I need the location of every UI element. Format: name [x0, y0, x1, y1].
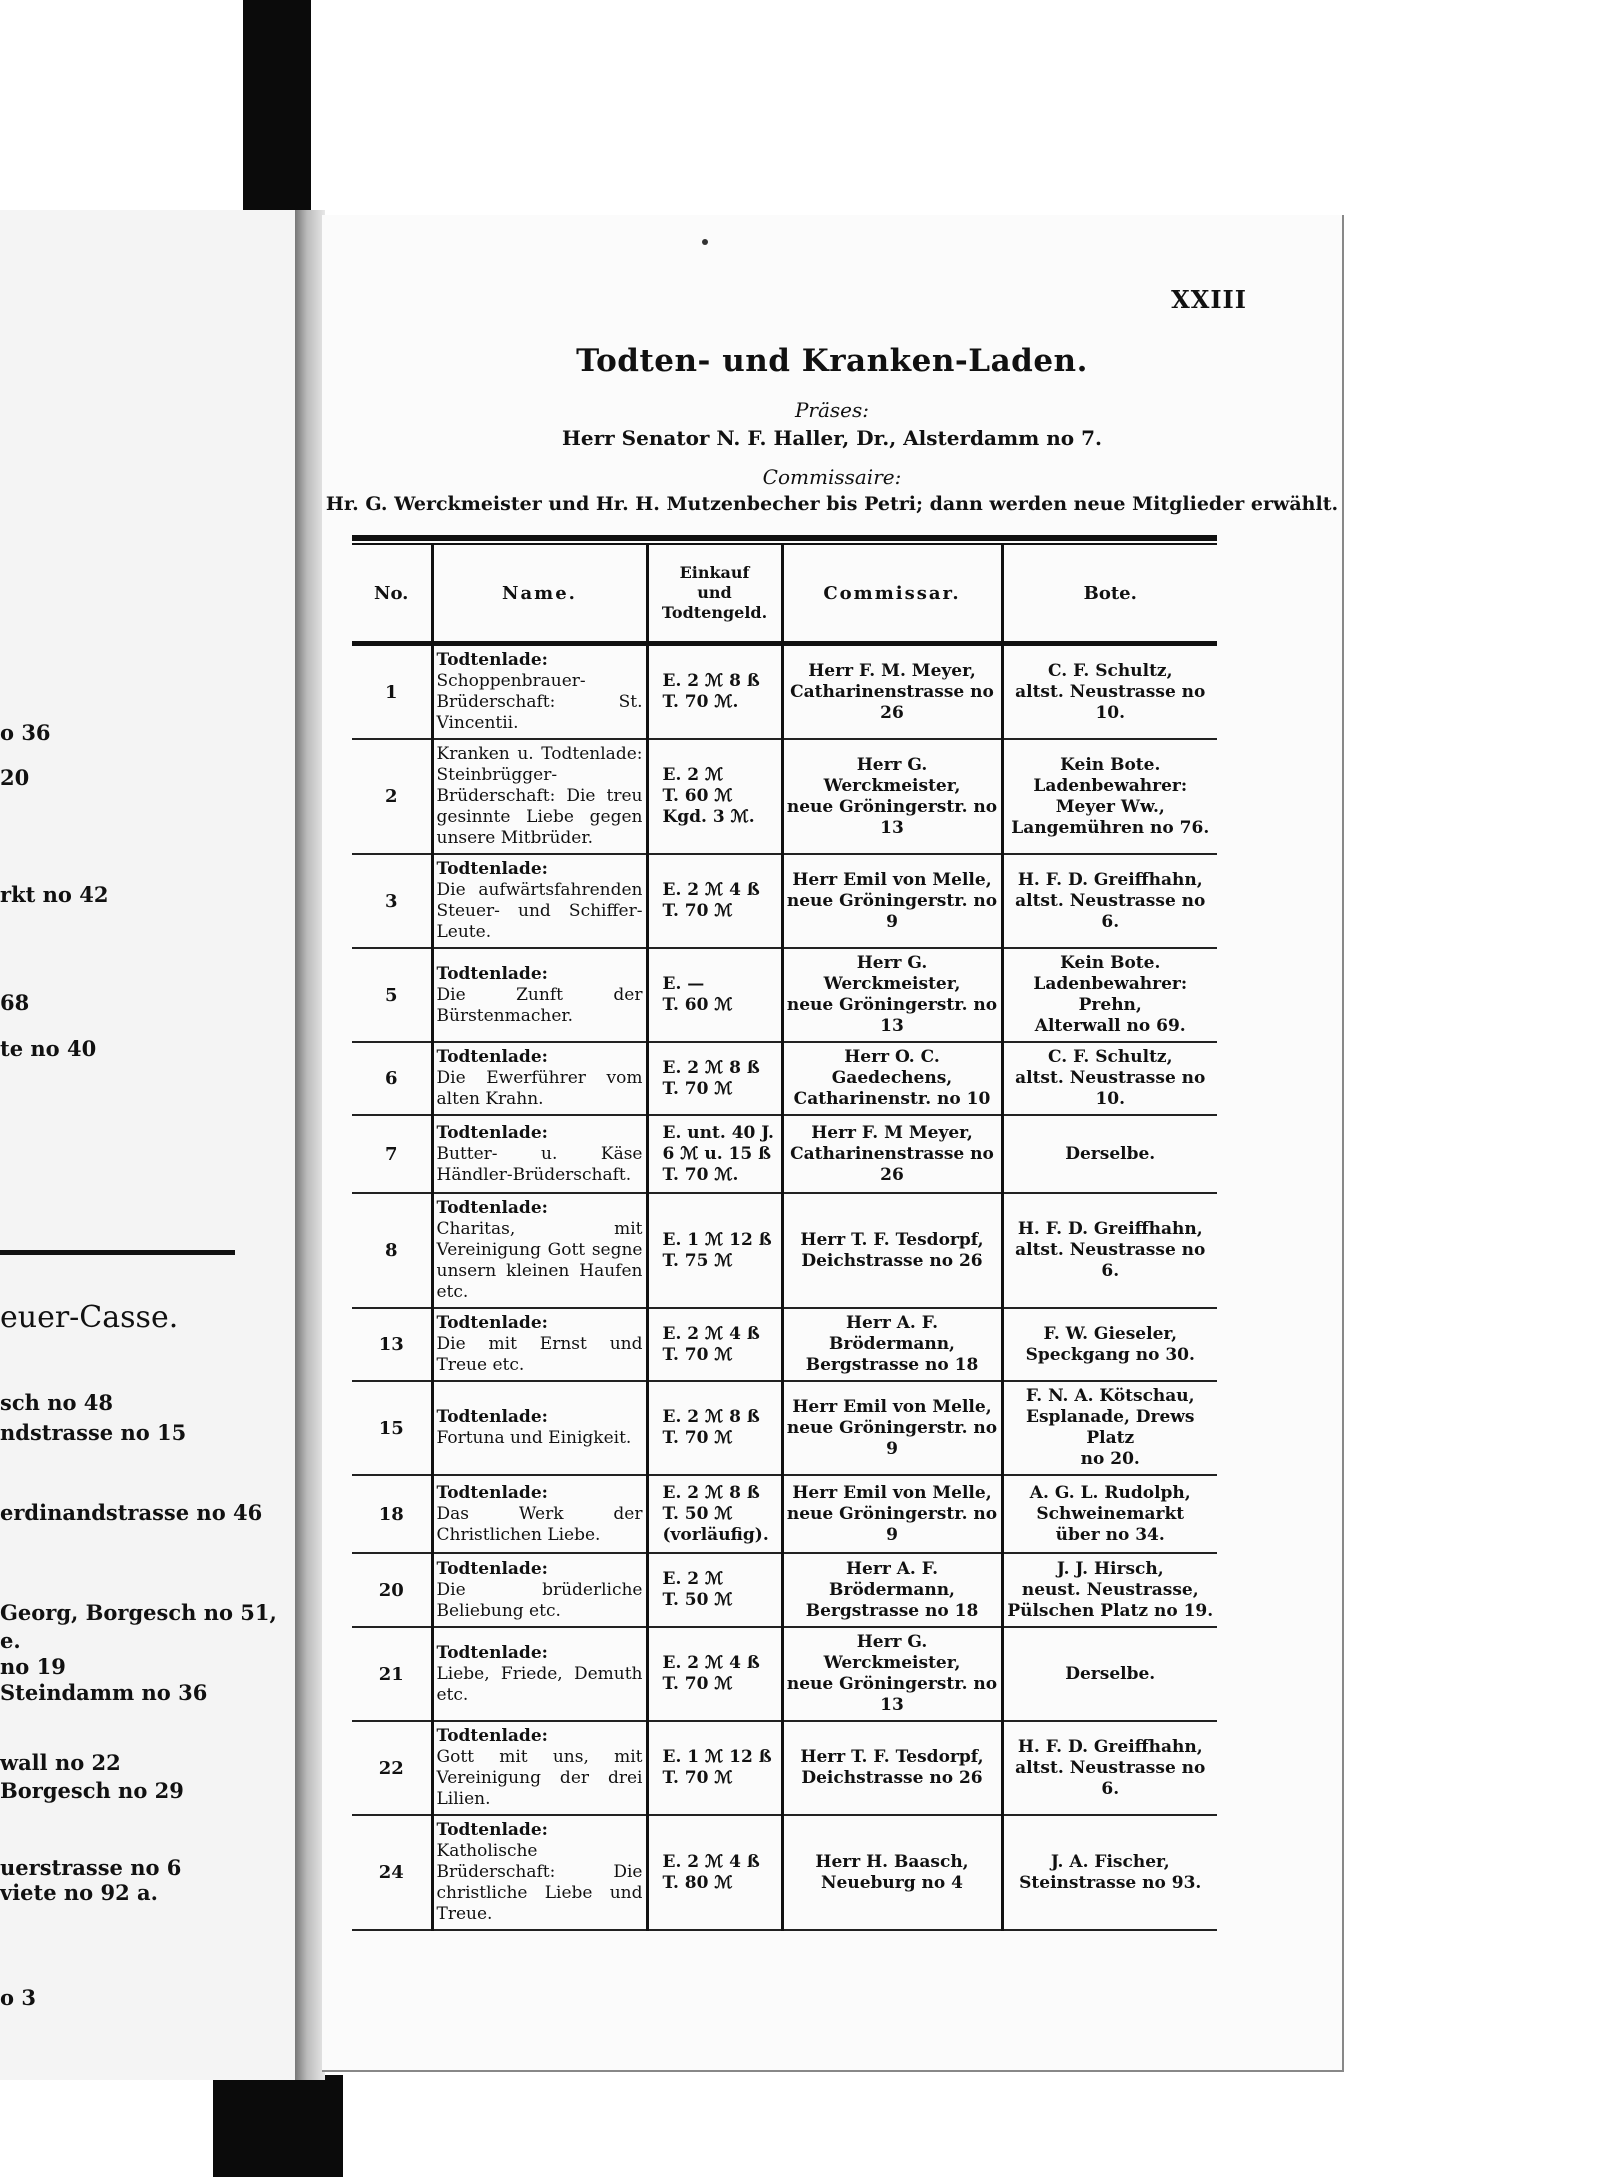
praeses-label: Präses: — [794, 398, 870, 422]
cell-einkauf: E. 2 ℳ 4 ß T. 70 ℳ — [647, 1308, 782, 1381]
cell-name — [432, 1721, 647, 1815]
cell-name-text: Butter- u. Käse Händler-Brüderschaft. — [436, 1143, 643, 1185]
left-line: erdinandstrasse no 46 — [0, 1500, 263, 1525]
binding-strip-bottom — [213, 2075, 343, 2177]
cell-no: 6 — [352, 1042, 432, 1115]
binding-strip-top — [243, 0, 311, 212]
cell-name — [432, 1627, 647, 1721]
cell-name — [432, 644, 647, 740]
cell-name — [432, 1381, 647, 1475]
table-header-row — [352, 545, 1217, 644]
cell-no: 3 — [352, 854, 432, 948]
column-header-commissar: Commissar. — [782, 545, 1002, 644]
cell-name-heading: Todtenlade: — [436, 1558, 548, 1579]
cell-einkauf: E. — T. 60 ℳ — [647, 948, 782, 1042]
cell-commissar: Herr G. Werckmeister, neue Gröningerstr. no 13 — [782, 739, 1002, 854]
left-line: 20 — [0, 765, 30, 790]
cell-einkauf: E. unt. 40 J. 6 ℳ u. 15 ß T. 70 ℳ. — [647, 1115, 782, 1193]
cell-name — [432, 948, 647, 1042]
cell-name-text: Die mit Ernst und Treue etc. — [436, 1334, 643, 1375]
cell-commissar: Herr H. Baasch, Neueburg no 4 — [782, 1815, 1002, 1930]
cell-einkauf: E. 2 ℳ 8 ß T. 70 ℳ. — [647, 644, 782, 740]
cell-name-text: Fortuna und Einigkeit. — [436, 1428, 632, 1448]
table-row — [352, 1815, 1217, 1930]
commissaire-label: Commissaire: — [762, 465, 902, 489]
cell-bote: H. F. D. Greiffhahn, altst. Neustrasse no 6. — [1002, 1193, 1217, 1308]
cell-no: 2 — [352, 739, 432, 854]
praeses-line: Herr Senator N. F. Haller, Dr., Alsterdamm no 7. — [562, 426, 1102, 450]
cell-einkauf: E. 2 ℳ 8 ß T. 70 ℳ — [647, 1042, 782, 1115]
cell-no: 8 — [352, 1193, 432, 1308]
left-line: Georg, Borgesch no 51, — [0, 1600, 277, 1625]
cell-name-heading: Todtenlade: — [436, 1313, 548, 1333]
cell-name — [432, 1115, 647, 1193]
cell-no: 13 — [352, 1308, 432, 1381]
cell-commissar: Herr G. Werckmeister, neue Gröningerstr. no 13 — [782, 1627, 1002, 1721]
cell-name-text: Kranken u. Todtenlade: Steinbrügger-Brüderschaft: Die treu gesinnte Liebe gegen unsere Mitbrüder. — [436, 744, 643, 848]
table-top-rule — [352, 535, 1217, 541]
column-header-bote: Bote. — [1002, 545, 1217, 644]
page-gutter — [295, 210, 325, 2080]
cell-name-text: Die brüderliche Beliebung etc. — [436, 1579, 643, 1621]
left-line: uerstrasse no 6 — [0, 1855, 182, 1880]
cell-no: 5 — [352, 948, 432, 1042]
cell-einkauf: E. 2 ℳ 4 ß T. 80 ℳ — [647, 1815, 782, 1930]
cell-einkauf: E. 2 ℳ 4 ß T. 70 ℳ — [647, 1627, 782, 1721]
laden-table — [352, 545, 1217, 1931]
left-rule — [0, 1250, 235, 1255]
table-row — [352, 1721, 1217, 1815]
cell-bote: Derselbe. — [1002, 1115, 1217, 1193]
left-line: o 36 — [0, 720, 51, 745]
column-header-no: No. — [352, 545, 432, 644]
cell-name-text: Das Werk der Christlichen Liebe. — [436, 1503, 643, 1545]
cell-no: 18 — [352, 1475, 432, 1553]
table-row — [352, 1193, 1217, 1308]
table-row — [352, 1553, 1217, 1627]
cell-no: 22 — [352, 1721, 432, 1815]
cell-name — [432, 739, 647, 854]
cell-name-heading: Todtenlade: — [436, 1642, 548, 1663]
cell-name-heading: Todtenlade: — [436, 650, 548, 670]
cell-einkauf: E. 1 ℳ 12 ß T. 70 ℳ — [647, 1721, 782, 1815]
table-row — [352, 739, 1217, 854]
left-line: sch no 48 — [0, 1390, 113, 1415]
left-line: ndstrasse no 15 — [0, 1420, 187, 1445]
previous-page-fragment — [0, 210, 298, 2080]
table-row — [352, 1115, 1217, 1193]
cell-commissar: Herr O. C. Gaedechens, Catharinenstr. no 10 — [782, 1042, 1002, 1115]
cell-einkauf: E. 2 ℳ T. 60 ℳ Kgd. 3 ℳ. — [647, 739, 782, 854]
left-line: no 19 — [0, 1654, 66, 1679]
cell-name-heading: Todtenlade: — [436, 859, 548, 879]
cell-commissar: Herr T. F. Tesdorpf, Deichstrasse no 26 — [782, 1721, 1002, 1815]
cell-bote: H. F. D. Greiffhahn, altst. Neustrasse no 6. — [1002, 854, 1217, 948]
cell-name-heading: Todtenlade: — [436, 1820, 548, 1840]
cell-bote: A. G. L. Rudolph, Schweinemarkt über no 34. — [1002, 1475, 1217, 1553]
left-line: Borgesch no 29 — [0, 1778, 184, 1803]
column-header-name: Name. — [432, 545, 647, 644]
cell-name — [432, 1475, 647, 1553]
left-heading: euer-Casse. — [0, 1300, 179, 1335]
cell-bote: C. F. Schultz, altst. Neustrasse no 10. — [1002, 644, 1217, 740]
cell-bote: F. W. Gieseler, Speckgang no 30. — [1002, 1308, 1217, 1381]
column-header-einkauf: Einkauf und Todtengeld. — [647, 545, 782, 644]
cell-name-text: Katholische Brüderschaft: Die christliche Liebe und Treue. — [436, 1841, 643, 1924]
cell-name-heading: Todtenlade: — [436, 1482, 548, 1503]
cell-no: 21 — [352, 1627, 432, 1721]
cell-name — [432, 1815, 647, 1930]
commissaire-line: Hr. G. Werckmeister und Hr. H. Mutzenbecher bis Petri; dann werden neue Mitglieder erwählt. — [325, 493, 1339, 515]
cell-name — [432, 1193, 647, 1308]
cell-bote: Kein Bote. Ladenbewahrer: Meyer Ww., Langemühren no 76. — [1002, 739, 1217, 854]
left-line: wall no 22 — [0, 1750, 121, 1775]
cell-name-text: Die Zunft der Bürstenmacher. — [436, 984, 643, 1026]
cell-name-text: Schoppenbrauer-Brüderschaft: St. Vincentii. — [436, 671, 643, 733]
cell-name-heading: Todtenlade: — [436, 1198, 548, 1218]
table-row — [352, 1381, 1217, 1475]
cell-name-text: Gott mit uns, mit Vereinigung der drei Lilien. — [436, 1747, 643, 1809]
cell-commissar: Herr T. F. Tesdorpf, Deichstrasse no 26 — [782, 1193, 1002, 1308]
cell-name-text: Die aufwärtsfahrenden Steuer- und Schiffer-Leute. — [436, 880, 643, 942]
cell-bote: Derselbe. — [1002, 1627, 1217, 1721]
left-line: viete no 92 a. — [0, 1880, 158, 1905]
left-line: te no 40 — [0, 1036, 97, 1061]
cell-no: 1 — [352, 644, 432, 740]
cell-einkauf: E. 2 ℳ 8 ß T. 50 ℳ (vorläufig). — [647, 1475, 782, 1553]
table-row — [352, 1627, 1217, 1721]
left-line: 68 — [0, 990, 30, 1015]
cell-einkauf: E. 2 ℳ 8 ß T. 70 ℳ — [647, 1381, 782, 1475]
cell-name — [432, 854, 647, 948]
cell-einkauf: E. 1 ℳ 12 ß T. 75 ℳ — [647, 1193, 782, 1308]
table-row — [352, 644, 1217, 740]
cell-bote: F. N. A. Kötschau, Esplanade, Drews Platz no 20. — [1002, 1381, 1217, 1475]
left-line: o 3 — [0, 1985, 36, 2010]
cell-no: 20 — [352, 1553, 432, 1627]
cell-name-heading: Todtenlade: — [436, 1122, 548, 1143]
cell-bote: H. F. D. Greiffhahn, altst. Neustrasse no 6. — [1002, 1721, 1217, 1815]
cell-einkauf: E. 2 ℳ T. 50 ℳ — [647, 1553, 782, 1627]
cell-commissar: Herr A. F. Brödermann, Bergstrasse no 18 — [782, 1553, 1002, 1627]
cell-bote: J. A. Fischer, Steinstrasse no 93. — [1002, 1815, 1217, 1930]
cell-commissar: Herr F. M. Meyer, Catharinenstrasse no 26 — [782, 644, 1002, 740]
cell-name-heading: Todtenlade: — [436, 1726, 548, 1746]
cell-name-heading: Todtenlade: — [436, 963, 548, 984]
cell-commissar: Herr F. M Meyer, Catharinenstrasse no 26 — [782, 1115, 1002, 1193]
left-line: Steindamm no 36 — [0, 1680, 208, 1705]
table-row — [352, 1042, 1217, 1115]
cell-commissar: Herr G. Werckmeister, neue Gröningerstr. no 13 — [782, 948, 1002, 1042]
table-row — [352, 948, 1217, 1042]
left-line: rkt no 42 — [0, 882, 109, 907]
cell-bote: J. J. Hirsch, neust. Neustrasse, Pülschen Platz no 19. — [1002, 1553, 1217, 1627]
table-row — [352, 1475, 1217, 1553]
cell-no: 7 — [352, 1115, 432, 1193]
cell-name — [432, 1553, 647, 1627]
cell-bote: Kein Bote. Ladenbewahrer: Prehn, Alterwall no 69. — [1002, 948, 1217, 1042]
cell-commissar: Herr Emil von Melle, neue Gröningerstr. no 9 — [782, 854, 1002, 948]
table-row — [352, 854, 1217, 948]
left-line: e. — [0, 1628, 21, 1653]
cell-name-text: Liebe, Friede, Demuth etc. — [436, 1663, 643, 1705]
cell-name-text: Charitas, mit Vereinigung Gott segne unsern kleinen Haufen etc. — [436, 1219, 643, 1302]
document-page — [322, 215, 1344, 2072]
cell-name-heading: Todtenlade: — [436, 1047, 548, 1067]
cell-no: 24 — [352, 1815, 432, 1930]
table-row — [352, 1308, 1217, 1381]
cell-einkauf: E. 2 ℳ 4 ß T. 70 ℳ — [647, 854, 782, 948]
page-number: XXIII — [1171, 285, 1247, 314]
cell-bote: C. F. Schultz, altst. Neustrasse no 10. — [1002, 1042, 1217, 1115]
cell-commissar: Herr A. F. Brödermann, Bergstrasse no 18 — [782, 1308, 1002, 1381]
cell-name — [432, 1042, 647, 1115]
cell-name-text: Die Ewerführer vom alten Krahn. — [436, 1068, 643, 1109]
cell-name — [432, 1308, 647, 1381]
page-title: Todten- und Kranken-Laden. — [576, 343, 1088, 379]
cell-no: 15 — [352, 1381, 432, 1475]
cell-name-heading: Todtenlade: — [436, 1407, 548, 1427]
ink-dot — [702, 239, 708, 245]
cell-commissar: Herr Emil von Melle, neue Gröningerstr. no 9 — [782, 1381, 1002, 1475]
cell-commissar: Herr Emil von Melle, neue Gröningerstr. no 9 — [782, 1475, 1002, 1553]
